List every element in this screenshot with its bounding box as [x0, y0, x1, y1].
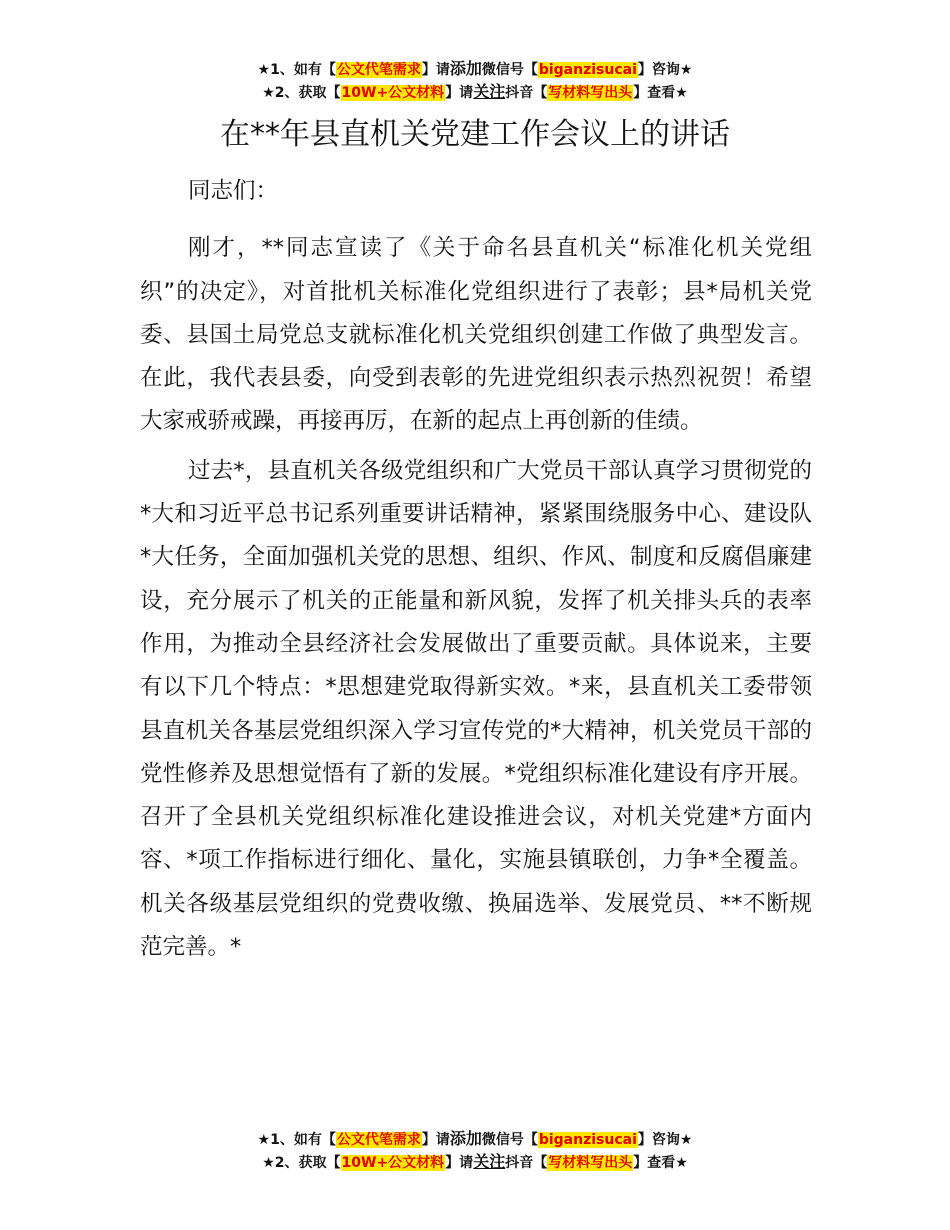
promo-line-2 [0, 81, 950, 104]
promo-highlight: 公文代笔需求 [336, 1132, 421, 1148]
promo-text: 】请 [421, 1132, 450, 1148]
header-promo-banner [0, 58, 950, 104]
promo-emphasis: 添加 [449, 1129, 482, 1148]
promo-emphasis: 添加 [449, 59, 482, 78]
promo-highlight: 写材料写出头 [548, 1155, 633, 1171]
promo-highlight: 10W+公文材料 [341, 85, 445, 101]
promo-text: ★2、获取【 [262, 1155, 341, 1171]
promo-emphasis: 关注 [473, 1152, 506, 1171]
promo-text: ★1、如有【 [257, 1132, 336, 1148]
promo-text: 】查看★ [633, 85, 688, 101]
promo-highlight: 写材料写出头 [548, 85, 633, 101]
footer-promo-banner [0, 1128, 950, 1174]
promo-text: 】请 [445, 1155, 474, 1171]
promo-text: 】查看★ [633, 1155, 688, 1171]
document-title: 在**年县直机关党建工作会议上的讲话 [220, 117, 730, 152]
promo-text: 】请 [421, 62, 450, 78]
greeting: 同志们： [188, 178, 279, 204]
promo-text: 】咨询★ [637, 62, 693, 78]
promo-text: 】请 [445, 85, 474, 101]
promo-line-1 [0, 58, 950, 81]
promo-text: 微信号【 [481, 1132, 538, 1148]
promo-text: 】咨询★ [637, 1132, 693, 1148]
document-body [140, 170, 812, 975]
paragraph: 过去*，县直机关各级党组织和广大党员干部认真学习贯彻党的*大和习近平总书记系列重要讲话精神，紧紧围绕服务中心、建设队*大任务，全面加强机关党的思想、组织、作风、制度和反腐倡廉建设，充分展示了机关的正能量和新风貌，发挥了机关排头兵的表率作用，为推动全县经济社会发展做出了重要贡献。具体说来，主要有以下几个特点：*思想建党取得新实效。*来，县直机关工委带领县直机关各基层党组织深入学习宣传党的*大精神，机关党员干部的党性修养及思想觉悟有了新的发展。*党组织标准化建设有序开展。召开了全县机关党组织标准化建设推进会议，对机关党建*方面内容、*项工作指标进行细化、量化，实施县镇联创，力争*全覆盖。机关各级基层党组织的党费收缴、换届选举、发展党员、**不断规范完善。* [140, 457, 812, 961]
promo-text: 抖音【 [505, 85, 548, 101]
promo-text: ★2、获取【 [262, 85, 341, 101]
promo-line-2 [0, 1151, 950, 1174]
promo-text: 抖音【 [505, 1155, 548, 1171]
paragraph: 刚才，**同志宣读了《关于命名县直机关“标准化机关党组织”的决定》，对首批机关标准化党组织进行了表彰；县*局机关党委、县国土局党总支就标准化机关党组织创建工作做了典型发言。在此，我代表县委，向受到表彰的先进党组织表示热烈祝贺！希望大家戒骄戒躁，再接再厉，在新的起点上再创新的佳绩。 [140, 235, 812, 435]
promo-text: 微信号【 [481, 62, 538, 78]
promo-highlight: 10W+公文材料 [341, 1155, 445, 1171]
promo-highlight: 公文代笔需求 [336, 62, 421, 78]
promo-highlight: biganzisucai [538, 62, 637, 78]
promo-emphasis: 关注 [473, 82, 506, 101]
promo-text: ★1、如有【 [257, 62, 336, 78]
promo-line-1 [0, 1128, 950, 1151]
promo-highlight: biganzisucai [538, 1132, 637, 1148]
